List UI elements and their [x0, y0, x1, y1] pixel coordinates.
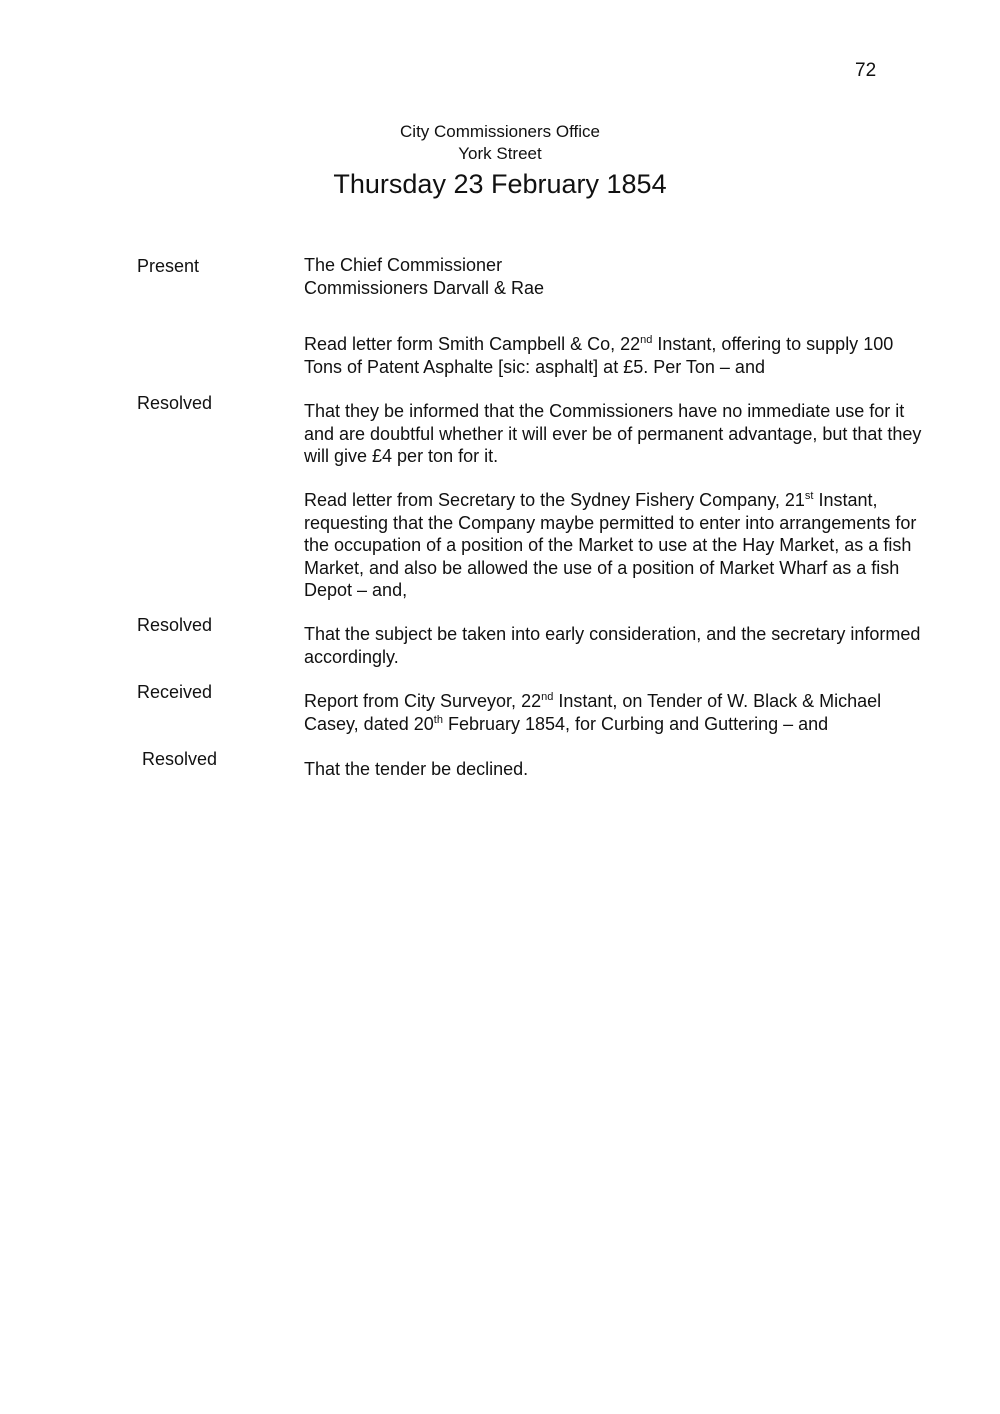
minutes-header: [0, 121, 1000, 201]
label-resolved-2: Resolved: [137, 615, 213, 635]
item3-report-b: Instant, on Tender of W. Black & Michael Casey, dated 20: [304, 691, 882, 734]
meeting-date: Thursday 23 February 1854: [333, 169, 667, 199]
label-resolved-3: Resolved: [142, 749, 218, 769]
item1-letter: [304, 333, 934, 378]
item2-letter-b: Instant, requesting that the Company maybe permitted to enter into arrangements for the occupation of a position of the Market to use at the Hay Market, as a fish Market, and also be allowed the use of a position of Market Wharf as a fish Depot – and,: [304, 490, 917, 600]
office-name: City Commissioners Office: [400, 122, 600, 141]
present-chief: The Chief Commissioner: [304, 255, 503, 275]
present-commissioners: Commissioners Darvall & Rae: [304, 277, 545, 298]
item3-resolution: That the tender be declined.: [304, 759, 529, 779]
item1-letter-b: Instant, offering to supply 100 Tons of Patent Asphalte [sic: asphalt] at £5. Per Ton – and: [304, 334, 894, 377]
item1-resolution: That they be informed that the Commissioners have no immediate use for it and are doubtful whether it will ever be of permanent advantage, but that they will give £4 per ton for it.: [304, 401, 922, 466]
item1-letter-sup: nd: [640, 334, 653, 346]
label-received: Received: [137, 682, 213, 702]
item2-letter: [304, 489, 934, 602]
street-name: York Street: [458, 144, 542, 163]
item3-report: [304, 690, 934, 735]
item2-letter-a: Read letter from Secretary to the Sydney Fishery Company, 21: [304, 490, 805, 510]
item1-letter-a: Read letter form Smith Campbell & Co, 22: [304, 334, 641, 354]
item2-letter-sup: st: [804, 490, 814, 502]
item3-report-sup1: nd: [541, 691, 554, 703]
label-resolved-1: Resolved: [137, 393, 213, 413]
item3-report-a: Report from City Surveyor, 22: [304, 691, 542, 711]
page-number: 72: [855, 60, 877, 81]
item3-report-c: February 1854, for Curbing and Guttering – and: [442, 713, 829, 734]
item2-resolution: That the subject be taken into early consideration, and the secretary informed accordingly.: [304, 624, 921, 667]
item3-report-sup2: th: [433, 713, 443, 726]
label-present: Present: [137, 256, 200, 276]
present-list: [304, 254, 934, 299]
